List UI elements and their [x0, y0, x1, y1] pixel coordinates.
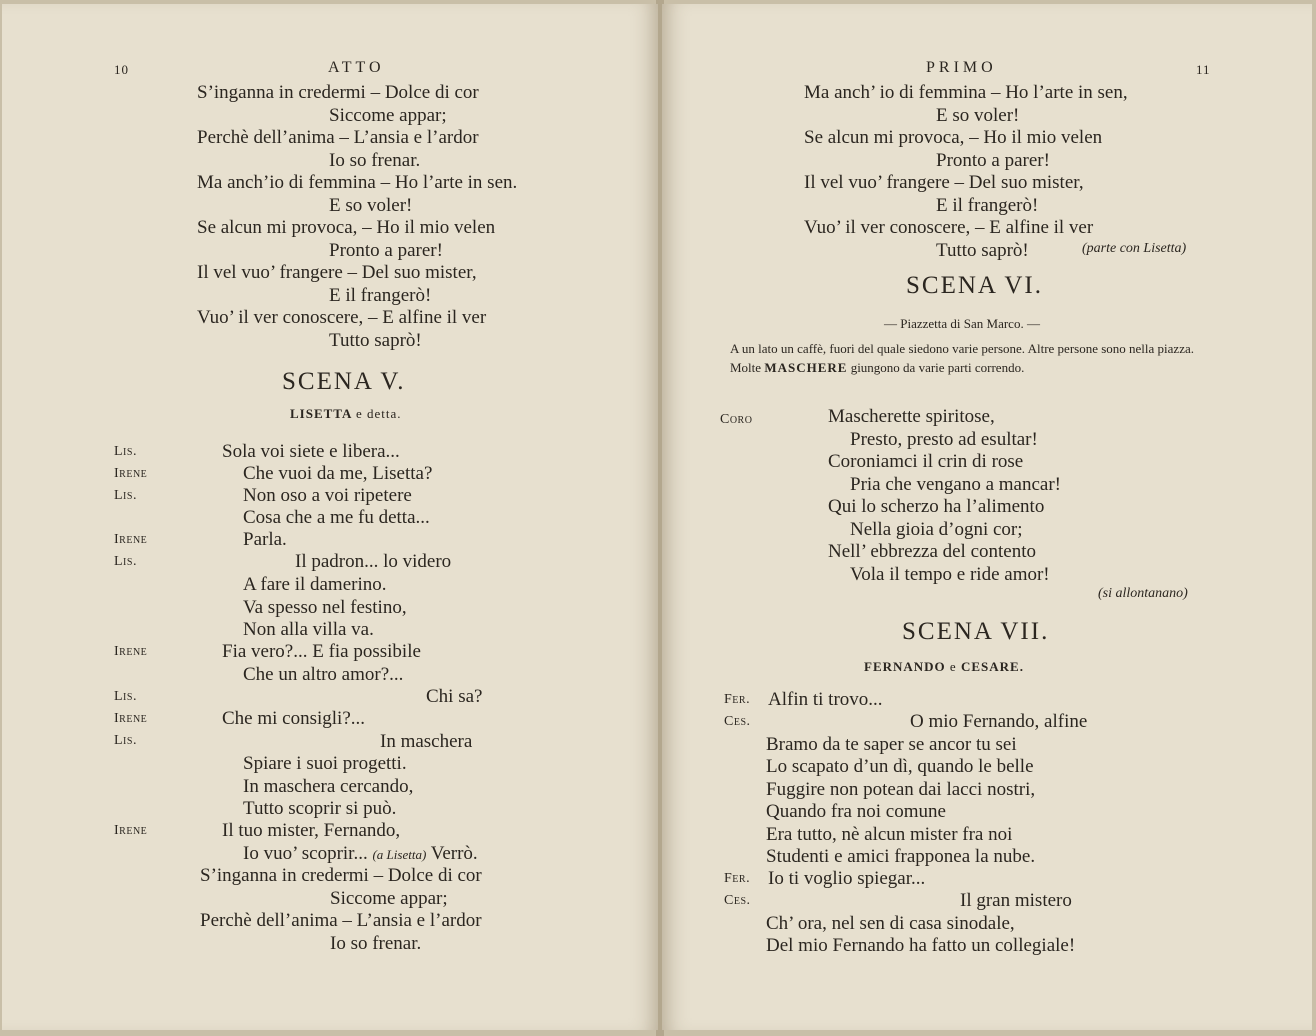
- verse-line: Siccome appar;: [329, 105, 447, 126]
- verse-line: Perchè dell’anima – L’ansia e l’ardor: [197, 127, 479, 148]
- speaker-label: Coro: [720, 412, 753, 427]
- dialogue-line: In maschera cercando,: [243, 776, 414, 797]
- dialogue-line: Che mi consigli?...: [222, 708, 366, 729]
- verse-line: Pronto a parer!: [936, 150, 1050, 171]
- verse-line: Siccome appar;: [330, 888, 448, 909]
- verse-line: Perchè dell’anima – L’ansia e l’ardor: [200, 910, 482, 931]
- scene-heading: SCENA VII.: [902, 618, 1050, 645]
- character-connector: e: [949, 659, 957, 674]
- left-page: [2, 4, 658, 1030]
- speaker-label: Irene: [114, 711, 148, 726]
- character-connector: e detta.: [355, 406, 402, 421]
- dialogue-line: Alfin ti trovo...: [768, 689, 883, 710]
- verse-line: Io so frenar.: [329, 150, 421, 171]
- stage-direction: (si allontanano): [1098, 586, 1188, 601]
- dialogue-text: Io vuo’ scoprir...: [243, 843, 368, 864]
- running-head-left: ATTO: [328, 59, 385, 76]
- character-name: LISETTA: [290, 406, 352, 421]
- dialogue-line: Il padron... lo videro: [295, 551, 452, 572]
- dialogue-text: Verrò.: [430, 843, 478, 864]
- character-name: FERNANDO: [864, 659, 946, 674]
- description-emphasis: MASCHERE: [764, 360, 848, 375]
- description-text: A un lato un caffè, fuori del quale siedono varie persone. Altre persone sono nella piazza. Molte: [730, 341, 1194, 375]
- verse-line: Vuo’ il ver conoscere, – E alfine il ver: [804, 217, 1094, 238]
- scene-heading: SCENA V.: [282, 368, 406, 395]
- speaker-label: Ces.: [724, 893, 751, 908]
- page-number-right: 11: [1196, 62, 1211, 77]
- dialogue-line: Non alla villa va.: [243, 619, 374, 640]
- verse-line: Tutto saprò!: [329, 330, 422, 351]
- dialogue-line: Che vuoi da me, Lisetta?: [243, 463, 433, 484]
- verse-line: Se alcun mi provoca, – Ho il mio velen: [804, 127, 1103, 148]
- scene-characters: [864, 659, 1024, 675]
- verse-line: Pronto a parer!: [329, 240, 443, 261]
- verse-line: Io so frenar.: [330, 933, 422, 954]
- speaker-label: Lis.: [114, 444, 137, 459]
- verse-line: E il frangerò!: [936, 195, 1039, 216]
- chorus-line: Pria che vengano a mancar!: [850, 474, 1062, 495]
- dialogue-line: Tutto scoprir si può.: [243, 798, 397, 819]
- speaker-label: Irene: [114, 644, 148, 659]
- dialogue-line: Ch’ ora, nel sen di casa sinodale,: [766, 913, 1015, 934]
- dialogue-line: Fuggire non potean dai lacci nostri,: [766, 779, 1036, 800]
- dialogue-line: Spiare i suoi progetti.: [243, 753, 407, 774]
- verse-line: E so voler!: [936, 105, 1020, 126]
- character-name: CESARE.: [960, 659, 1024, 674]
- stage-direction: (parte con Lisetta): [1082, 241, 1187, 256]
- dialogue-line: O mio Fernando, alfine: [910, 711, 1088, 732]
- dialogue-line: [243, 843, 478, 866]
- speaker-label: Lis.: [114, 689, 137, 704]
- speaker-label: Irene: [114, 823, 148, 838]
- chorus-line: Nella gioia d’ogni cor;: [850, 519, 1023, 540]
- dialogue-line: Quando fra noi comune: [766, 801, 946, 822]
- speaker-label: Lis.: [114, 488, 137, 503]
- verse-line: S’inganna in credermi – Dolce di cor: [197, 82, 479, 103]
- chorus-line: Vola il tempo e ride amor!: [850, 564, 1050, 585]
- verse-line: S’inganna in credermi – Dolce di cor: [200, 865, 482, 886]
- dialogue-line: Io ti voglio spiegar...: [768, 868, 926, 889]
- verse-line: Il vel vuo’ frangere – Del suo mister,: [197, 262, 477, 283]
- stage-direction: (a Lisetta): [372, 847, 427, 862]
- dialogue-line: Va spesso nel festino,: [243, 597, 407, 618]
- chorus-line: Coroniamci il crin di rose: [828, 451, 1024, 472]
- dialogue-line: Cosa che a me fu detta...: [243, 507, 430, 528]
- verse-line: Ma anch’io di femmina – Ho l’arte in sen.: [197, 172, 518, 193]
- dialogue-line: Era tutto, nè alcun mister fra noi: [766, 824, 1013, 845]
- dialogue-line: A fare il damerino.: [243, 574, 387, 595]
- dialogue-line: Studenti e amici frapponea la nube.: [766, 846, 1036, 867]
- dialogue-line: Non oso a voi ripetere: [243, 485, 412, 506]
- verse-line: E so voler!: [329, 195, 413, 216]
- dialogue-line: Sola voi siete e libera...: [222, 441, 400, 462]
- scene-characters: [290, 406, 401, 422]
- right-page: [662, 4, 1312, 1030]
- speaker-label: Ces.: [724, 714, 751, 729]
- chorus-line: Nell’ ebbrezza del contento: [828, 541, 1037, 562]
- verse-line: Ma anch’ io di femmina – Ho l’arte in sen,: [804, 82, 1128, 103]
- running-head-right: PRIMO: [926, 59, 997, 76]
- speaker-label: Irene: [114, 532, 148, 547]
- chorus-line: Presto, presto ad esultar!: [850, 429, 1038, 450]
- speaker-label: Irene: [114, 466, 148, 481]
- verse-line: Se alcun mi provoca, – Ho il mio velen: [197, 217, 496, 238]
- verse-line: Tutto saprò!: [936, 240, 1029, 261]
- scene-description: [730, 339, 1220, 377]
- chorus-line: Mascherette spiritose,: [828, 406, 995, 427]
- page-number-left: 10: [114, 62, 129, 77]
- chorus-line: Qui lo scherzo ha l’alimento: [828, 496, 1045, 517]
- dialogue-line: Che un altro amor?...: [243, 664, 404, 685]
- dialogue-line: Chi sa?: [426, 686, 483, 707]
- dialogue-line: Il gran mistero: [960, 890, 1072, 911]
- verse-line: Vuo’ il ver conoscere, – E alfine il ver: [197, 307, 487, 328]
- verse-line: E il frangerò!: [329, 285, 432, 306]
- dialogue-line: Lo scapato d’un dì, quando le belle: [766, 756, 1034, 777]
- description-text: giungono da varie parti correndo.: [850, 360, 1025, 375]
- dialogue-line: In maschera: [380, 731, 473, 752]
- speaker-label: Lis.: [114, 554, 137, 569]
- dialogue-line: Del mio Fernando ha fatto un collegiale!: [766, 935, 1076, 956]
- speaker-label: Fer.: [724, 692, 751, 707]
- dialogue-line: Fia vero?... E fia possibile: [222, 641, 421, 662]
- scene-location: — Piazzetta di San Marco. —: [884, 316, 1040, 331]
- speaker-label: Lis.: [114, 733, 137, 748]
- scene-heading: SCENA VI.: [906, 272, 1044, 299]
- dialogue-line: Bramo da te saper se ancor tu sei: [766, 734, 1017, 755]
- dialogue-line: Il tuo mister, Fernando,: [222, 820, 401, 841]
- speaker-label: Fer.: [724, 871, 751, 886]
- verse-line: Il vel vuo’ frangere – Del suo mister,: [804, 172, 1084, 193]
- dialogue-line: Parla.: [243, 529, 287, 550]
